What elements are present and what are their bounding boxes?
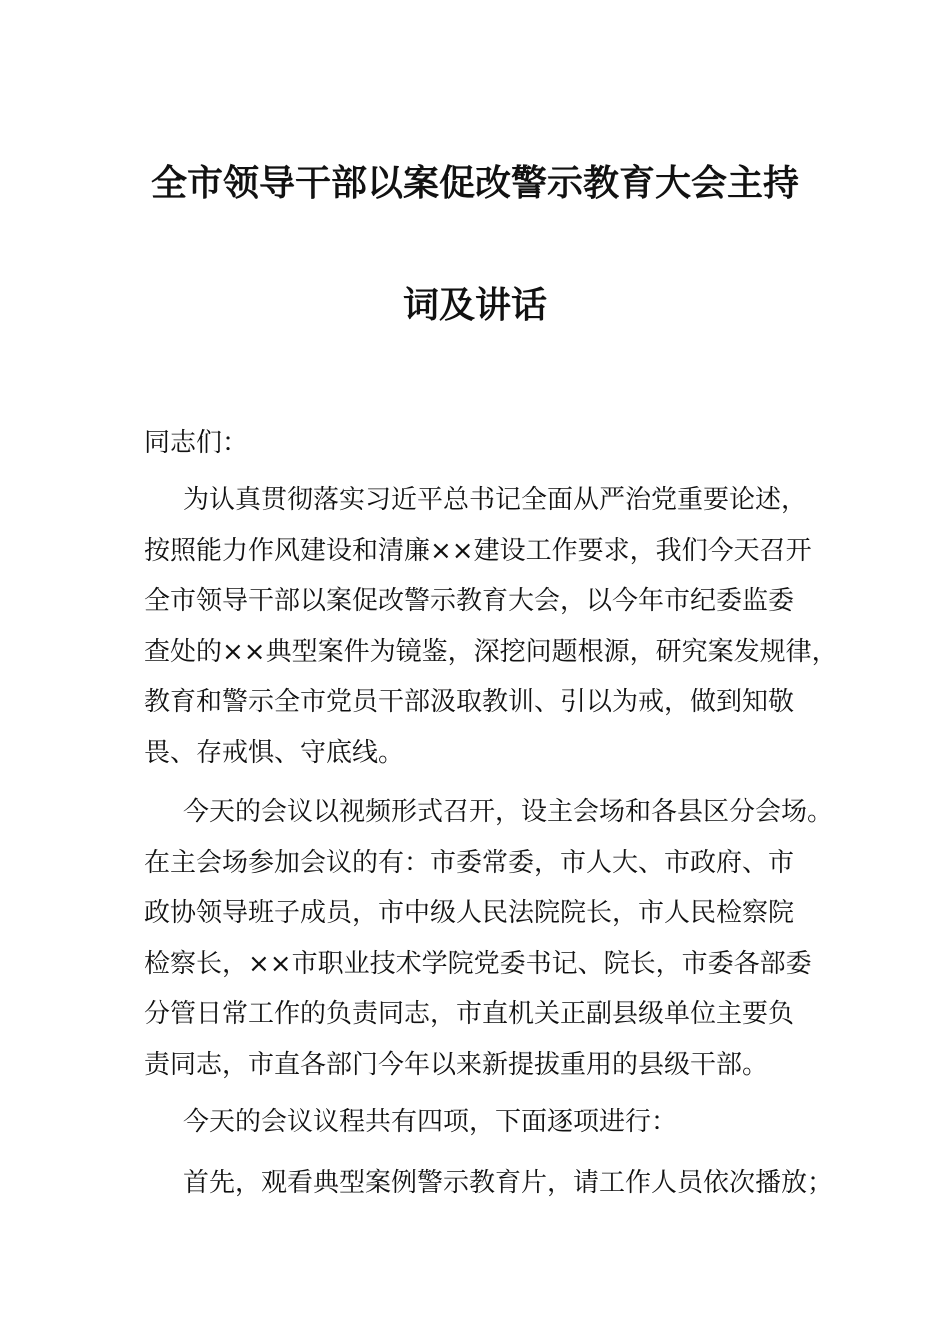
paragraph-2 bbox=[144, 787, 834, 1090]
paragraph-line: 畏、存戒惧、守底线。 bbox=[144, 737, 405, 768]
document-title-line-1: 全市领导干部以案促改警示教育大会主持 bbox=[150, 163, 799, 204]
document-title-line-2: 词及讲话 bbox=[402, 285, 547, 326]
salutation: 同志们： bbox=[144, 428, 249, 458]
paragraph-4 bbox=[144, 1158, 834, 1209]
paragraph-line: 查处的××典型案件为镜鉴，深挖问题根源，研究案发规律， bbox=[144, 636, 838, 667]
paragraph-line: 全市领导干部以案促改警示教育大会，以今年市纪委监委 bbox=[144, 586, 795, 616]
paragraph-3 bbox=[144, 1097, 824, 1148]
paragraph-1 bbox=[144, 475, 838, 778]
paragraph-line: 今天的会议以视频形式召开，设主会场和各县区分会场。 bbox=[183, 797, 834, 827]
paragraph-line: 教育和警示全市党员干部汲取教训、引以为戒，做到知敬 bbox=[144, 687, 795, 717]
paragraph-line: 在主会场参加会议的有：市委常委，市人大、市政府、市 bbox=[144, 847, 795, 878]
paragraph-line: 政协领导班子成员，市中级人民法院院长，市人民检察院 bbox=[144, 898, 795, 928]
paragraph-line: 按照能力作风建设和清廉××建设工作要求，我们今天召开 bbox=[144, 535, 812, 566]
paragraph-line: 为认真贯彻落实习近平总书记全面从严治党重要论述， bbox=[183, 485, 808, 515]
paragraph-line: 分管日常工作的负责同志，市直机关正副县级单位主要负 bbox=[144, 999, 795, 1029]
paragraph-line: 责同志，市直各部门今年以来新提拔重用的县级干部。 bbox=[144, 1049, 769, 1080]
paragraph-line: 首先，观看典型案例警示教育片，请工作人员依次播放； bbox=[183, 1168, 834, 1198]
paragraph-line: 今天的会议议程共有四项，下面逐项进行： bbox=[183, 1107, 678, 1137]
paragraph-line: 检察长，××市职业技术学院党委书记、院长，市委各部委 bbox=[144, 948, 812, 979]
